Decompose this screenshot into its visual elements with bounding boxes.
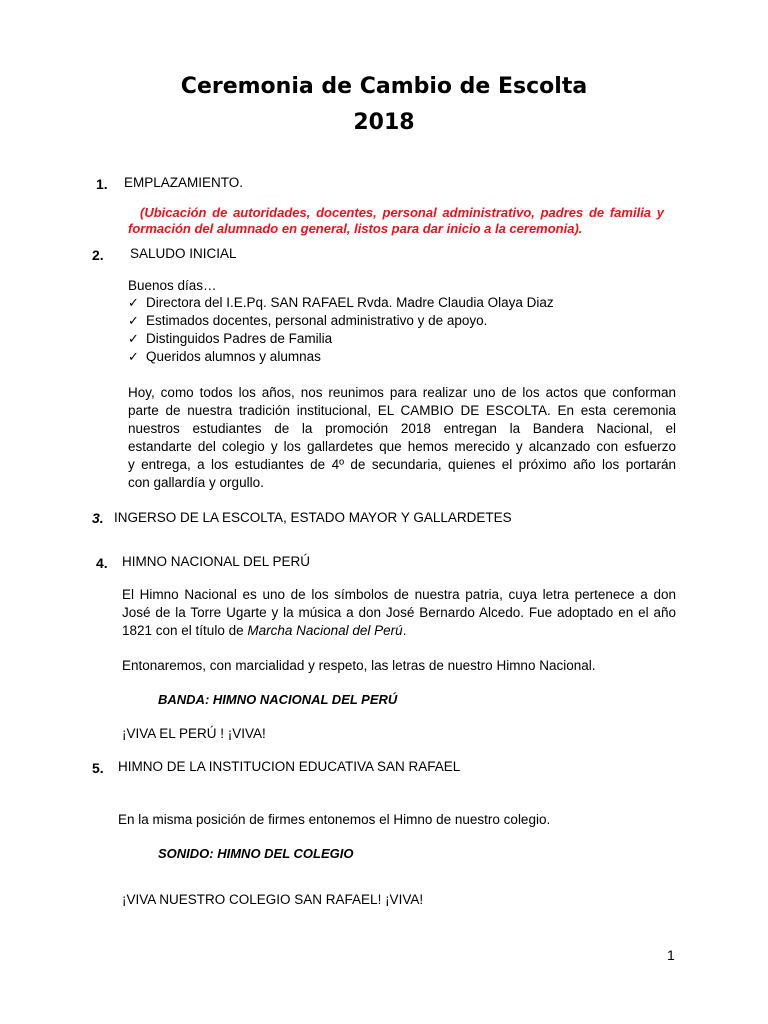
- checklist-item-label: Queridos alumnos y alumnas: [146, 349, 321, 364]
- paragraph-line: parte de nuestra tradición institucional, EL CAMBIO DE ESCOLTA. En esta ceremonia: [128, 403, 676, 418]
- paragraph-line: con gallardía y orgullo.: [128, 475, 264, 490]
- viva-colegio: ¡VIVA NUESTRO COLEGIO SAN RAFAEL! ¡VIVA!: [122, 892, 424, 907]
- checklist-item-label: Distinguidos Padres de Familia: [146, 331, 333, 346]
- check-mark-icon: ✓: [128, 331, 139, 346]
- check-mark-icon: ✓: [128, 349, 139, 364]
- section-1-note-line-1: (Ubicación de autoridades, docentes, personal administrativo, padres de familia y: [140, 205, 664, 220]
- checklist-item-label: Estimados docentes, personal administrativo y de apoyo.: [146, 313, 488, 328]
- paragraph-line: Hoy, como todos los años, nos reunimos para realizar uno de los actos que conforman: [128, 385, 676, 400]
- salutation-checklist: [128, 294, 554, 366]
- section-3-number: 3.: [92, 510, 104, 526]
- section-5-number: 5.: [92, 760, 104, 776]
- section-2-heading: SALUDO INICIAL: [130, 246, 237, 261]
- section-3-heading: INGERSO DE LA ESCOLTA, ESTADO MAYOR Y GALLARDETES: [114, 510, 512, 525]
- section-4-heading: HIMNO NACIONAL DEL PERÚ: [122, 554, 311, 569]
- checklist-item: [128, 348, 554, 366]
- paragraph-line: y entrega, a los estudiantes de 4º de secundaria, quienes el próximo año los portarán: [128, 457, 676, 472]
- document-year: 2018: [353, 110, 415, 135]
- paragraph-line: El Himno Nacional es uno de los símbolos de nuestra patria, cuya letra pertenece a don: [122, 587, 676, 602]
- section-5-paragraph: En la misma posición de firmes entonemos el Himno de nuestro colegio.: [118, 812, 551, 827]
- paragraph-line: José de la Torre Ugarte y la música a don José Bernardo Alcedo. Fue adoptado en el año: [122, 605, 676, 620]
- section-1-heading: EMPLAZAMIENTO.: [124, 175, 244, 190]
- section-4-paragraph: [122, 586, 676, 640]
- document-title: Ceremonia de Cambio de Escolta: [180, 74, 588, 99]
- section-4-intro: Entonaremos, con marcialidad y respeto, las letras de nuestro Himno Nacional.: [122, 658, 596, 673]
- paragraph-text: .: [402, 623, 407, 638]
- section-2-paragraph: [128, 384, 676, 492]
- check-mark-icon: ✓: [128, 295, 139, 310]
- anthem-title: Marcha Nacional del Perú: [247, 623, 403, 638]
- section-2-number: 2.: [92, 247, 104, 263]
- checklist-item: [128, 312, 554, 330]
- viva-peru: ¡VIVA EL PERÚ ! ¡VIVA!: [122, 726, 266, 741]
- section-1-number: 1.: [96, 176, 108, 192]
- checklist-item: [128, 330, 554, 348]
- section-1-note: [128, 205, 664, 237]
- section-4-number: 4.: [96, 555, 108, 571]
- page-number: 1: [667, 947, 675, 963]
- checklist-item-label: Directora del I.E.Pq. SAN RAFAEL Rvda. Madre Claudia Olaya Diaz: [146, 295, 554, 310]
- sound-instruction: SONIDO: HIMNO DEL COLEGIO: [158, 846, 354, 861]
- paragraph-text: 1821 con el título de: [122, 623, 248, 638]
- checklist-item: [128, 294, 554, 312]
- paragraph-line: nuestros estudiantes de la promoción 2018 entregan la Bandera Nacional, el: [128, 421, 676, 436]
- section-5-heading: HIMNO DE LA INSTITUCION EDUCATIVA SAN RAFAEL: [118, 759, 461, 774]
- paragraph-line: estandarte del colegio y los gallardetes que hemos merecido y alcanzado con esfuerzo: [128, 439, 676, 454]
- band-instruction: BANDA: HIMNO NACIONAL DEL PERÚ: [158, 692, 398, 707]
- paragraph-line: [122, 622, 676, 640]
- section-1-note-line-2: formación del alumnado en general, listos para dar inicio a la ceremonia).: [128, 221, 583, 236]
- greeting-text: Buenos días…: [128, 278, 217, 293]
- check-mark-icon: ✓: [128, 313, 139, 328]
